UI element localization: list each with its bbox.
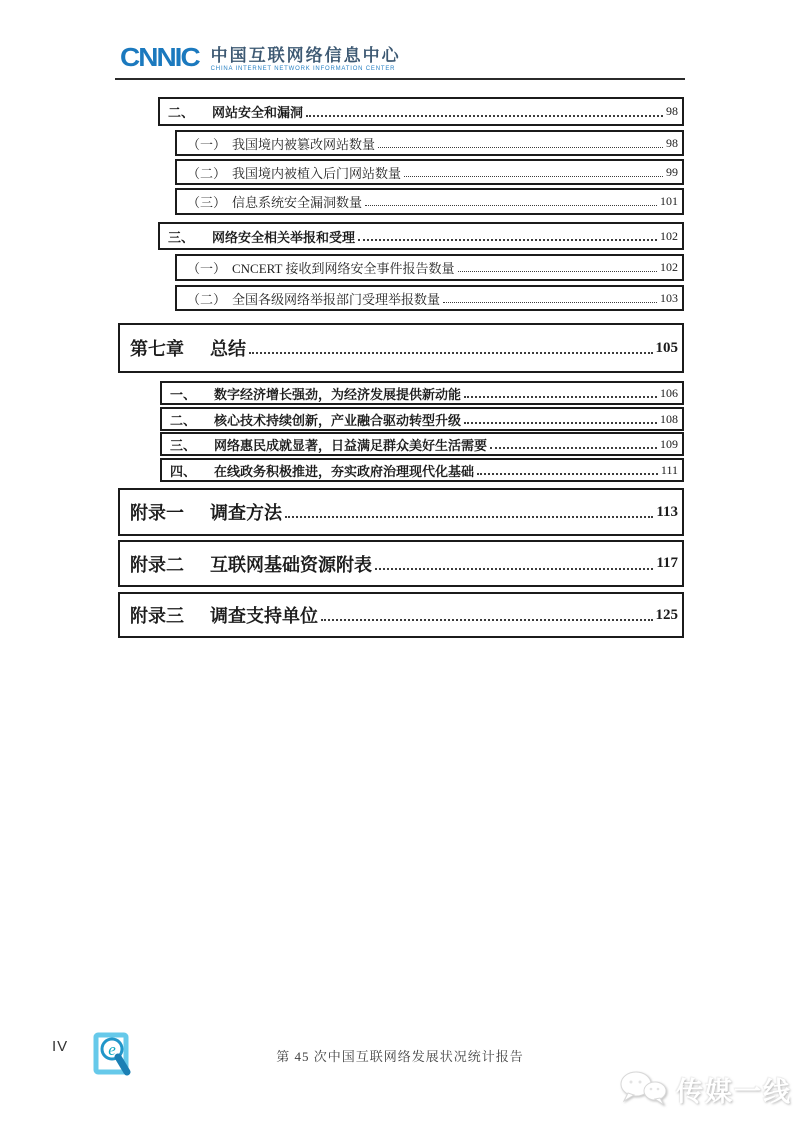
header-divider (115, 78, 685, 80)
toc-row-title: 网站安全和漏洞 (212, 105, 304, 120)
toc-leader-dots (458, 271, 657, 272)
toc-row-label: （二） (187, 291, 227, 307)
toc-row-label: （一） (187, 136, 227, 152)
toc-row-label: （三） (187, 195, 227, 210)
toc-row-title: 调查方法 (210, 503, 282, 523)
toc-row-label: 三、 (168, 229, 195, 245)
toc-row-subsection[interactable] (175, 254, 684, 281)
wechat-bubbles-icon (618, 1066, 670, 1113)
toc-row-section[interactable] (158, 97, 684, 126)
toc-row-label: 第七章 (130, 339, 184, 359)
toc-row-page: 98 (666, 135, 678, 150)
toc-row-page: 109 (660, 436, 678, 451)
toc-row-label: 二、 (170, 412, 197, 428)
toc-row-page: 99 (666, 164, 678, 179)
toc-row-section[interactable] (160, 458, 684, 482)
toc-leader-dots (321, 619, 653, 621)
org-name-chinese: 中国互联网络信息中心 (210, 46, 401, 65)
toc-row-label: 一、 (170, 386, 197, 402)
toc-leader-dots (249, 352, 653, 354)
toc-leader-dots (285, 516, 653, 518)
toc-row-label: 三、 (170, 437, 197, 453)
toc-row-label: （一） (187, 261, 227, 276)
toc-row-title: 我国境内被篡改网站数量 (232, 136, 376, 152)
toc-row-page: 125 (655, 606, 678, 623)
toc-row-subsection[interactable] (175, 188, 684, 215)
toc-leader-dots (490, 447, 657, 449)
toc-leader-dots (375, 568, 653, 570)
toc-row-title: 核心技术持续创新，产业融合驱动转型升级 (214, 412, 462, 428)
watermark-text: 传媒一线 (676, 1077, 792, 1107)
toc-row-page: 111 (660, 462, 678, 477)
toc-leader-dots (477, 473, 658, 475)
toc-row-title: 网络惠民成就显著，日益满足群众美好生活需要 (214, 437, 488, 453)
toc-row-section[interactable] (160, 432, 684, 456)
toc-row-title: 信息系统安全漏洞数量 (232, 195, 363, 210)
toc-row-title: 我国境内被植入后门网站数量 (232, 165, 402, 181)
toc-row-page: 102 (660, 260, 678, 274)
toc-row-page: 108 (660, 411, 678, 426)
toc-row-label: 四、 (170, 463, 197, 479)
toc-leader-dots (464, 422, 657, 424)
toc-row-title: 调查支持单位 (210, 606, 318, 626)
toc-row-page: 102 (660, 228, 678, 243)
toc-row-title: 在线政务积极推进，夯实政府治理现代化基础 (214, 463, 475, 479)
toc-row-label: （二） (187, 165, 227, 181)
toc-row-page: 103 (660, 290, 678, 305)
toc-row-title: 总结 (210, 339, 246, 359)
toc-row-label: 附录一 (130, 503, 184, 523)
toc-row-title: 数字经济增长强劲，为经济发展提供新动能 (214, 386, 462, 402)
toc-leader-dots (365, 205, 657, 206)
cnnic-logo (120, 43, 401, 73)
toc-row-subsection[interactable] (175, 159, 684, 185)
toc-row-page: 105 (655, 339, 678, 356)
toc-leader-dots (378, 147, 663, 148)
toc-row-label: 附录三 (130, 606, 184, 626)
toc-row-section[interactable] (158, 222, 684, 250)
toc-leader-dots (358, 239, 657, 241)
toc-row-section[interactable] (160, 407, 684, 431)
toc-row-label: 附录二 (130, 554, 184, 575)
toc-row-label: 二、 (168, 105, 195, 120)
toc-row-appendix[interactable] (118, 592, 684, 638)
toc-row-title: 网络安全相关举报和受理 (212, 229, 356, 245)
toc-row-appendix[interactable] (118, 540, 684, 587)
toc-row-page: 106 (660, 385, 678, 400)
toc-row-title: 互联网基础资源附表 (210, 554, 372, 575)
toc-row-page: 113 (656, 503, 678, 520)
toc-row-chapter[interactable] (118, 323, 684, 373)
toc-row-subsection[interactable] (175, 285, 684, 311)
toc-leader-dots (306, 115, 663, 117)
toc-row-page: 101 (660, 194, 678, 208)
cnnic-wordmark: CNNIC (120, 43, 199, 72)
toc-leader-dots (404, 176, 663, 177)
toc-row-title: CNCERT 接收到网络安全事件报告数量 (232, 261, 455, 276)
toc-row-section[interactable] (160, 381, 684, 405)
toc-row-appendix[interactable] (118, 488, 684, 536)
toc-row-page: 117 (656, 555, 678, 571)
toc-leader-dots (464, 396, 657, 398)
toc-row-subsection[interactable] (175, 130, 684, 156)
footer-report-title: 第 45 次中国互联网络发展状况统计报告 (276, 1049, 524, 1064)
watermark (618, 1066, 792, 1113)
svg-text:e: e (108, 1040, 116, 1059)
org-name-english: CHINA INTERNET NETWORK INFORMATION CENTER (210, 66, 396, 72)
toc-leader-dots (443, 302, 657, 303)
page-number: IV (52, 1038, 69, 1055)
toc-row-title: 全国各级网络举报部门受理举报数量 (232, 291, 441, 307)
toc-row-page: 98 (666, 104, 678, 118)
